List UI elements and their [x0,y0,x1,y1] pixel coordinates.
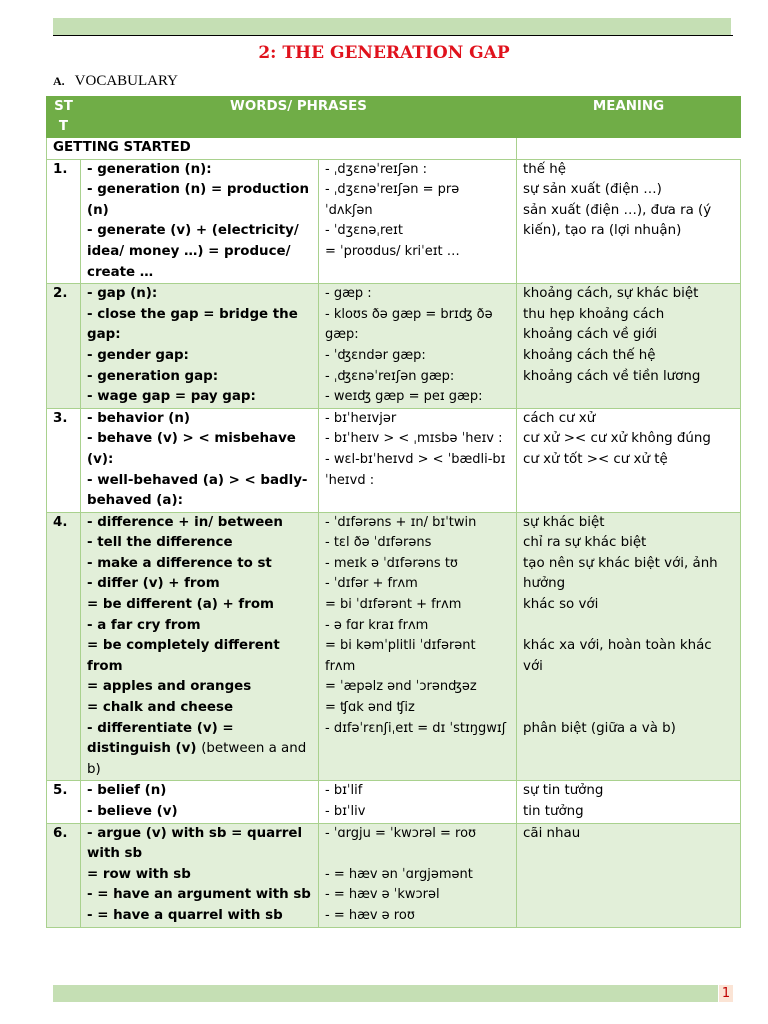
ipa-line: = ˈæpəlz ənd ˈɔrənʤəz [325,679,477,695]
meaning-line: sự khác biệt [523,514,605,530]
header-rule [53,35,733,36]
row-words [81,408,319,512]
ipa-line: - ˌdʒɛnəˈreɪʃən = prə ˈdʌkʃən [325,182,460,218]
word-line: = chalk and cheese [87,700,234,716]
ipa-line: - ˌʤɛnəˈreɪʃən gæp: [325,368,455,384]
header-meaning: MEANING [517,97,741,138]
table-row [47,159,741,284]
row-ipa [319,781,517,823]
word-line: - differ (v) + from [87,576,220,592]
row-meaning [517,284,741,409]
word-line: - behavior (n) [87,410,191,426]
row-words [81,159,319,284]
meaning-line: cư xử >< cư xử không đúng [523,431,711,447]
meaning-line: cách cư xử [523,410,596,426]
row-ipa [319,159,517,284]
row-words [81,823,319,927]
meaning-line: khác so với [523,597,599,613]
word-line: - a far cry from [87,617,201,633]
vocabulary-table [46,96,741,928]
row-meaning [517,159,741,284]
row-meaning [517,408,741,512]
word-line: - belief (n) [87,783,167,799]
table-row [47,408,741,512]
meaning-line: chỉ ra sự khác biệt [523,535,647,551]
section-label: VOCABULARY [74,73,179,89]
table-row [47,512,741,781]
word-line: - tell the difference [87,535,233,551]
ipa-line: - = hæv ə ˈkwɔrəl [325,887,440,903]
ipa-line: - ə fɑr kraɪ frʌm [325,617,429,633]
word-text: - differentiate (v) = distinguish (v) [87,720,234,757]
meaning-line: khoảng cách, sự khác biệt [523,286,699,302]
meaning-line: phân biệt (giữa a và b) [523,720,676,736]
word-note: (between a and b) [87,741,307,777]
ipa-line: - wɛl-bɪˈheɪvd > < ˈbædli-bɪˈheɪvd : [325,451,506,488]
ipa-line: - ˈʤɛndər gæp: [325,347,426,363]
ipa-line: = bi ˈdɪfərənt + frʌm [325,597,462,613]
row-meaning [517,512,741,781]
row-number: 1. [47,159,81,284]
meaning-line: khoảng cách thế hệ [523,347,656,363]
page-number: 1 [719,985,733,1002]
word-line: - gender gap: [87,347,189,363]
meaning-line: sự tin tưởng [523,783,604,799]
ipa-line: - bɪˈheɪvjər [325,410,397,426]
meaning-line: sản xuất (điện …), đưa ra (ý kiến), tạo ra (lợi nhuận) [523,202,712,239]
word-line: - behave (v) > < misbehave (v): [87,431,296,467]
ipa-line: - bɪˈlif [325,783,363,799]
word-line: - make a difference to st [87,555,272,571]
ipa-line: - weɪʤ gæp = peɪ gæp: [325,389,483,405]
footer-band [53,985,718,1002]
table-header-row [47,97,741,138]
row-number: 5. [47,781,81,823]
word-line: - close the gap = bridge the gap: [87,306,298,343]
word-line: - well-behaved (a) > < badly-behaved (a): [87,472,308,509]
ipa-line: - bɪˈliv [325,804,366,819]
word-line: = be different (a) + from [87,597,274,613]
word-line: - difference + in/ between [87,514,283,530]
word-line: - gap (n): [87,286,158,302]
ipa-line: - meɪk ə ˈdɪfərəns tʊ [325,555,458,571]
row-number: 3. [47,408,81,512]
header-words: WORDS/ PHRASES [81,97,517,138]
row-meaning [517,781,741,823]
ipa-line: = ʧɑk ənd ʧiz [325,700,415,716]
ipa-line: - ˈdɪfərəns + ɪn/ bɪˈtwin [325,514,477,530]
ipa-line: - ˈdʒɛnəˌreɪt [325,223,403,239]
row-meaning [517,823,741,927]
word-line: = be completely different from [87,638,280,674]
word-line: - generation (n): [87,161,212,177]
word-line: - generation (n) = production (n) [87,182,310,218]
subheading-getting-started: GETTING STARTED [47,138,517,160]
section-heading [53,73,178,90]
ipa-line: - ˌdʒɛnəˈreɪʃən : [325,161,428,177]
row-ipa [319,823,517,927]
page-title: 2: THE GENERATION GAP [258,43,510,63]
table-row [47,781,741,823]
word-line: - generation gap: [87,368,219,384]
row-ipa [319,512,517,781]
row-number: 2. [47,284,81,409]
meaning-line: tạo nên sự khác biệt với, ảnh hưởng [523,555,718,592]
ipa-line: - = hæv ən ˈɑrgjəmənt [325,866,473,882]
word-line: = apples and oranges [87,679,252,695]
row-ipa [319,284,517,409]
row-ipa [319,408,517,512]
row-words [81,284,319,409]
ipa-line: - = hæv ə roʊ [325,907,415,923]
meaning-line: thế hệ [523,161,566,177]
header-stt: ST T [47,97,81,138]
row-words [81,512,319,781]
row-number: 4. [47,512,81,781]
meaning-line: thu hẹp khoảng cách [523,306,665,322]
ipa-line: - dɪfəˈrɛnʃiˌeɪt = dɪ ˈstɪŋgwɪʃ [325,720,507,736]
meaning-line: cư xử tốt >< cư xử tệ [523,451,668,467]
header-band [53,18,731,35]
table-row [47,823,741,927]
word-line: - argue (v) with sb = quarrel with sb [87,825,303,862]
subheading-empty-cell [517,138,741,160]
ipa-line: = ˈproʊdus/ kriˈeɪt … [325,243,460,259]
ipa-line: - ˈɑrgju = ˈkwɔrəl = roʊ [325,825,477,841]
meaning-line: tin tưởng [523,804,584,819]
word-line: - = have an argument with sb [87,887,311,903]
table-row [47,284,741,409]
row-words [81,781,319,823]
word-line: - wage gap = pay gap: [87,389,256,405]
meaning-line: khác xa với, hoàn toàn khác với [523,638,712,674]
meaning-line: khoảng cách về giới [523,327,658,343]
ipa-line: - kloʊs ðə gæp = brɪʤ ðə gæp: [325,306,493,343]
ipa-line: - bɪˈheɪv > < ˌmɪsbə ˈheɪv : [325,431,503,447]
ipa-line: - gæp : [325,286,372,302]
word-line: = row with sb [87,866,191,882]
ipa-line: - tɛl ðə ˈdɪfərəns [325,535,432,551]
section-letter: A. [53,74,65,88]
row-number: 6. [47,823,81,927]
word-line [87,719,312,781]
meaning-line: khoảng cách về tiền lương [523,368,701,384]
word-line: - = have a quarrel with sb [87,907,283,923]
meaning-line: cãi nhau [523,825,581,841]
meaning-line: sự sản xuất (điện …) [523,182,662,198]
word-line: - generate (v) + (electricity/ idea/ money …) = produce/ create … [87,223,299,280]
ipa-line: = bi kəmˈplitli ˈdɪfərənt frʌm [325,638,476,674]
word-line: - believe (v) [87,804,178,819]
ipa-line: - ˈdɪfər + frʌm [325,576,418,592]
subheading-row [47,138,741,160]
